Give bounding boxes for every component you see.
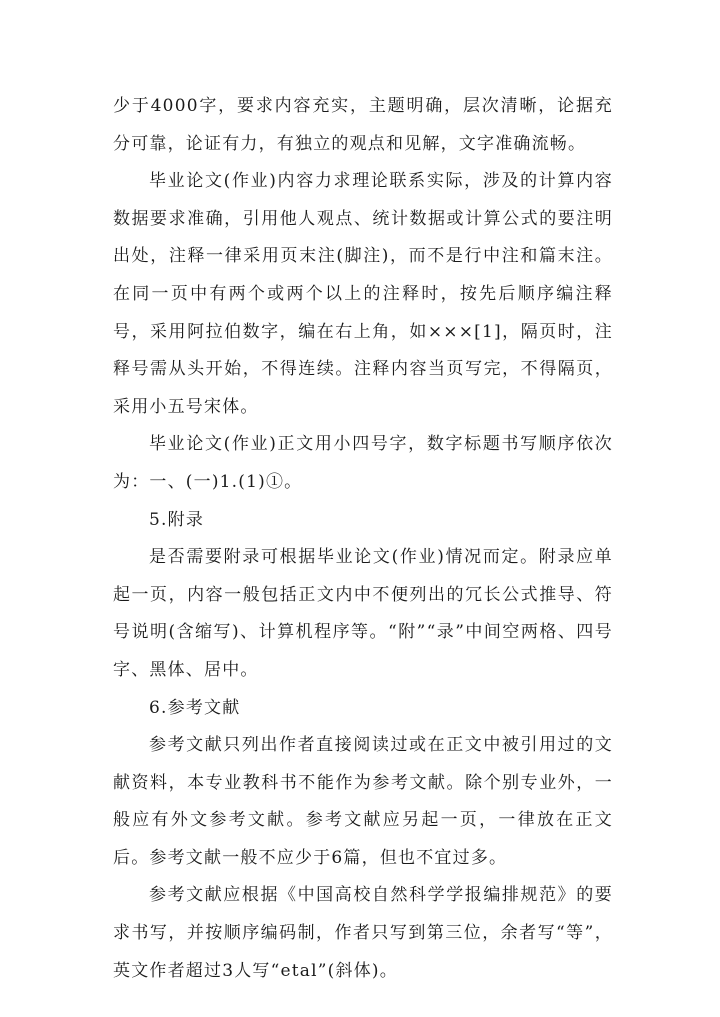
document-page [113,88,613,990]
section-heading-appendix: 5.附录 [149,509,205,530]
body-paragraph: 参考文献只列出作者直接阅读过或在正文中被引用过的文献资料，本专业教科书不能作为参考文献。除个别专业外，一般应有外文参考文献。参考文献应另起一页，一律放在正文后。参考文献一般不应少于6篇，但也不宜过多。 [113,735,613,868]
body-paragraph: 参考文献应根据《中国高校自然科学学报编排规范》的要求书写，并按顺序编码制，作者只写到第三位，余者写“等”，英文作者超过3人写“etal”(斜体)。 [113,885,613,981]
body-paragraph: 是否需要附录可根据毕业论文(作业)情况而定。附录应单起一页，内容一般包括正文内中不便列出的冗长公式推导、符号说明(含缩写)、计算机程序等。“附”“录”中间空两格、四号字、黑体、居中。 [113,547,613,680]
body-paragraph: 毕业论文(作业)正文用小四号字，数字标题书写顺序依次为：一、(一)1.(1)①。 [113,434,613,492]
body-paragraph: 毕业论文(作业)内容力求理论联系实际，涉及的计算内容数据要求准确，引用他人观点、统计数据或计算公式的要注明出处，注释一律采用页末注(脚注)，而不是行中注和篇末注。在同一页中有两个或两个以上的注释时，按先后顺序编注释号，采用阿拉伯数字，编在右上角，如×××[1]，隔页时，注释号需从头开始，不得连续。注释内容当页写完，不得隔页，采用小五号宋体。 [113,171,613,417]
body-paragraph: 少于4000字，要求内容充实，主题明确，层次清晰，论据充分可靠，论证有力，有独立的观点和见解，文字准确流畅。 [113,96,613,154]
section-heading-references: 6.参考文献 [149,697,241,718]
